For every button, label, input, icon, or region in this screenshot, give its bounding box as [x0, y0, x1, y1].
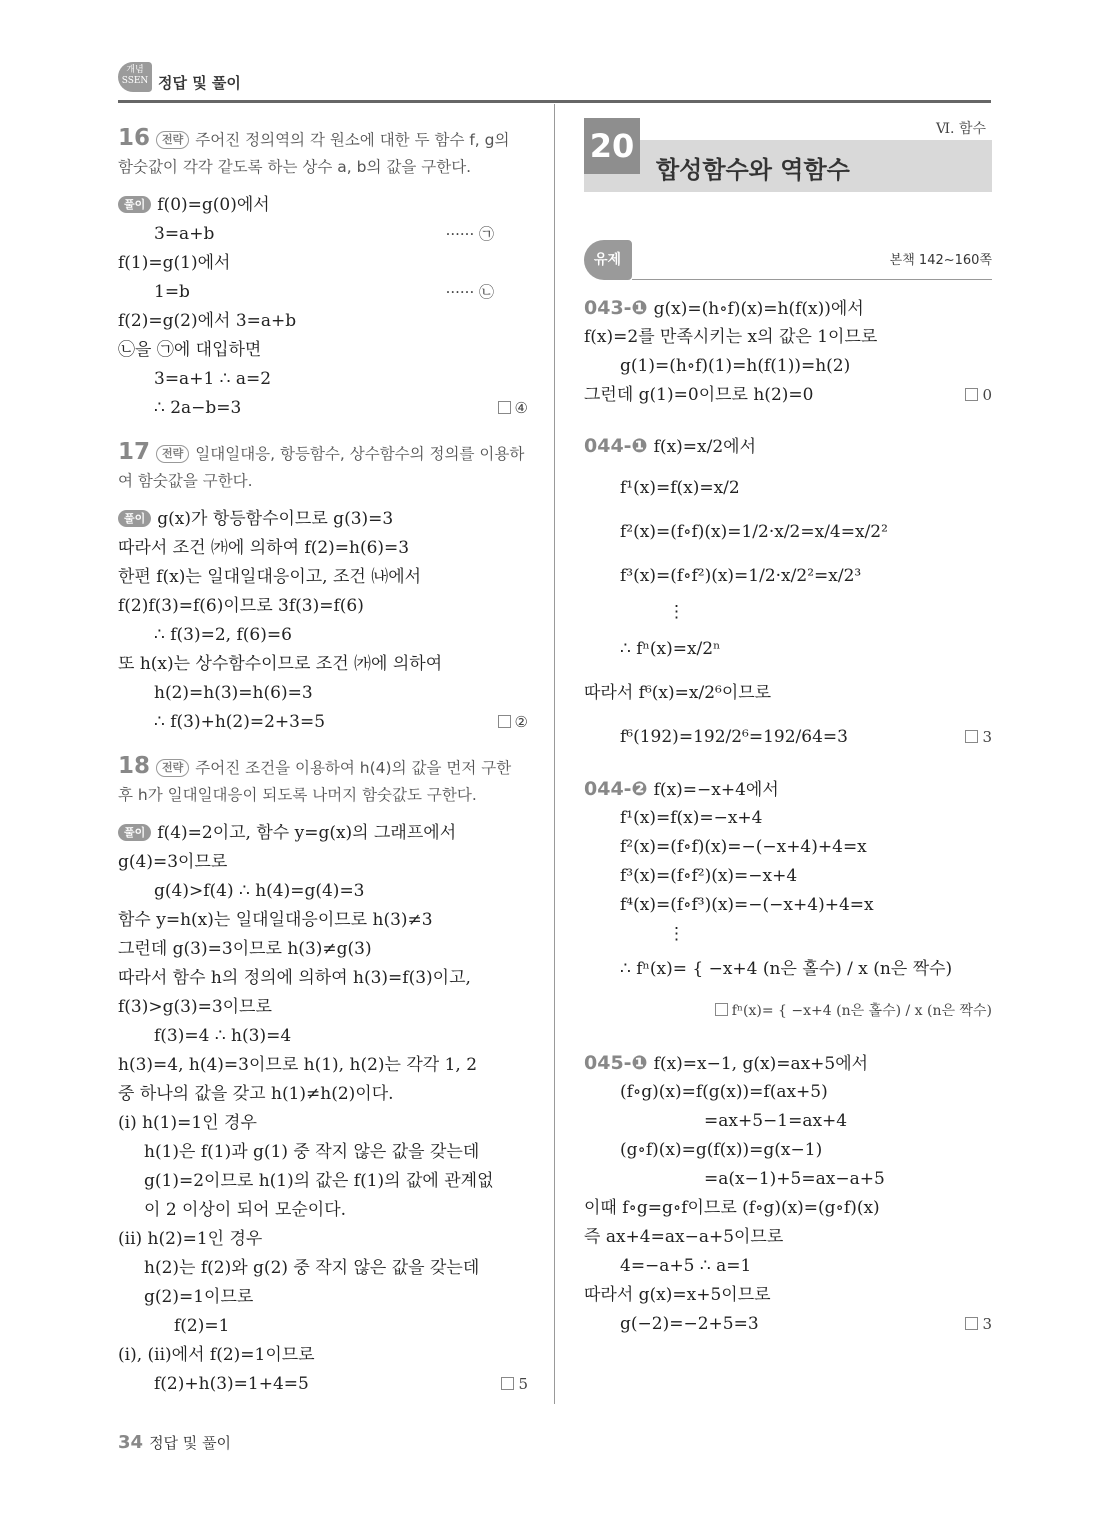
solution-line: [584, 1223, 992, 1252]
problem-number: 043-❶: [584, 297, 648, 319]
equation-mark: ······ ㉡: [445, 283, 494, 301]
section-rule: [632, 279, 992, 280]
solution-text: 한편 f(x)는 일대일대응이고, 조건 ㈏에서: [118, 567, 422, 587]
solution-line: [118, 1167, 528, 1196]
solution-line: [584, 833, 992, 862]
solution-line: [118, 336, 528, 365]
strategy-17: [118, 439, 528, 495]
solution-text: ∴ f(3)+h(2)=2+3=5: [154, 712, 326, 732]
solution-text: f(2)=g(2)에서 3=a+b: [118, 311, 297, 331]
problem-044-2: [584, 775, 992, 1033]
strategy-tag: 전략: [156, 759, 189, 777]
solution-text: f¹(x)=f(x)=x/2: [620, 478, 740, 498]
solution-text: 따라서 f⁶(x)=x/2⁶이므로: [584, 683, 772, 703]
solution-text: g(x)가 항등함수이므로 g(3)=3: [157, 509, 394, 529]
solution-line: [118, 1341, 528, 1370]
solution-line: [584, 1310, 992, 1339]
solution-text: 그런데 g(3)=3이므로 h(3)≠g(3): [118, 939, 372, 959]
solution-line: [118, 1080, 528, 1109]
solution-line: [584, 775, 992, 804]
solution-text: g(4)=3이므로: [118, 852, 228, 872]
solution-line: [584, 352, 992, 381]
chapter-title: 합성함수와 역함수: [656, 156, 850, 184]
solution-line: [584, 627, 992, 671]
solution-line: [584, 381, 992, 410]
logo-bottom-text: SSEN: [121, 76, 149, 86]
strategy-tag: 전략: [156, 131, 189, 149]
problem-18: [118, 753, 528, 1399]
solution-text: f⁴(x)=(f∘f³)(x)=−(−x+4)+4=x: [620, 895, 874, 915]
solution-text: f(x)=2를 만족시키는 x의 값은 1이므로: [584, 327, 878, 347]
solution-line: [584, 1252, 992, 1281]
equation-mark: ······ ㉠: [445, 225, 494, 243]
solution-line: [118, 191, 528, 220]
solution-line: [118, 621, 528, 650]
solution-text: (i) h(1)=1인 경우: [118, 1113, 257, 1133]
solution-text: f¹(x)=f(x)=−x+4: [620, 808, 763, 828]
solution-line: [118, 877, 528, 906]
solution-line: [584, 1078, 992, 1107]
answer: [965, 715, 992, 759]
solution-text: f(x)=x/2에서: [653, 437, 757, 457]
solution-text: f(x)=x−1, g(x)=ax+5에서: [653, 1054, 869, 1074]
solution-text: (i), (ii)에서 f(2)=1이므로: [118, 1345, 315, 1365]
solution-line: [584, 891, 992, 920]
problem-045-1: [584, 1049, 992, 1339]
solution-line: [118, 278, 528, 307]
left-column: [118, 125, 528, 1399]
solution-tag: 풀이: [118, 824, 151, 841]
solution-text: ⋮: [668, 602, 685, 622]
solution-line: [584, 466, 992, 510]
header-title: 정답 및 풀이: [158, 74, 241, 92]
solution-line: [118, 307, 528, 336]
solution-text: (ii) h(2)=1인 경우: [118, 1229, 263, 1249]
solution-text: =ax+5−1=ax+4: [704, 1111, 848, 1131]
answer-value: 3: [982, 728, 992, 746]
section-badge: 유제: [584, 240, 632, 280]
solution-text: 3=a+1 ∴ a=2: [154, 369, 272, 389]
answer-icon: [965, 730, 978, 743]
solution-text: (f∘g)(x)=f(g(x))=f(ax+5): [620, 1082, 828, 1102]
solution-line: [118, 1022, 528, 1051]
solution-line: [118, 563, 528, 592]
solution-line: [118, 1370, 528, 1399]
column-divider: [554, 104, 555, 1404]
problem-number: 045-❶: [584, 1052, 648, 1074]
solution-text: f(2)+h(3)=1+4=5: [154, 1374, 309, 1394]
solution-line: [584, 1107, 992, 1136]
solution-line: [118, 819, 528, 848]
solution-line: [118, 365, 528, 394]
solution-line: [118, 505, 528, 534]
solution-text: g(1)=(h∘f)(1)=h(f(1))=h(2): [620, 356, 851, 376]
solution-text: f²(x)=(f∘f)(x)=1/2·x/2=x/4=x/2²: [620, 522, 888, 542]
solution-text: f³(x)=(f∘f²)(x)=−x+4: [620, 866, 798, 886]
solution-text: ∴ fⁿ(x)=x/2ⁿ: [620, 639, 721, 659]
solution-line: [584, 1136, 992, 1165]
solution-line: [584, 949, 992, 989]
page-reference: 본책 142~160쪽: [889, 253, 992, 268]
chapter-number: 20: [584, 118, 640, 174]
solution-line: [584, 1049, 992, 1078]
solution-text: f(2)f(3)=f(6)이므로 3f(3)=f(6): [118, 596, 364, 616]
solution-line: [118, 964, 528, 993]
answer-icon: [965, 1317, 978, 1330]
answer-value: ②: [514, 713, 528, 731]
answer-icon: [965, 388, 978, 401]
solution-line: [118, 935, 528, 964]
solution-line: [118, 534, 528, 563]
solution-line: [584, 1194, 992, 1223]
solution-line: [584, 426, 992, 466]
page-header: [118, 58, 991, 104]
solution-text: 따라서 함수 h의 정의에 의하여 h(3)=f(3)이고,: [118, 968, 471, 988]
solution-text: 즉 ax+4=ax−a+5이므로: [584, 1227, 784, 1247]
solution-text: f³(x)=(f∘f²)(x)=1/2·x/2²=x/2³: [620, 566, 862, 586]
solution-text: f⁶(192)=192/2⁶=192/64=3: [620, 727, 848, 747]
solution-text: f(3)=4 ∴ h(3)=4: [154, 1026, 292, 1046]
problem-17: [118, 439, 528, 737]
solution-line: [118, 993, 528, 1022]
solution-text: g(x)=(h∘f)(x)=h(f(x))에서: [653, 299, 864, 319]
answer-icon: [498, 401, 511, 414]
page-number: 34: [118, 1432, 144, 1453]
chapter-header: [584, 118, 992, 192]
solution-line: [118, 1225, 528, 1254]
solution-text: g(−2)=−2+5=3: [620, 1314, 759, 1334]
solution-line: [118, 592, 528, 621]
problem-number: 18: [118, 753, 151, 779]
strategy-text: 일대일대응, 항등함수, 상수함수의 정의를 이용하여 함숫값을 구한다.: [118, 445, 525, 490]
solution-line: [584, 294, 992, 323]
solution-line: [584, 671, 992, 715]
strategy-text: 주어진 조건을 이용하여 h(4)의 값을 먼저 구한 후 h가 일대일대응이 되도록 나머지 함숫값도 구한다.: [118, 759, 512, 804]
solution-line: [584, 804, 992, 833]
solution-line: [118, 906, 528, 935]
problem-044-1: [584, 426, 992, 759]
solution-line: [584, 323, 992, 352]
solution-text: f(3)>g(3)=3이므로: [118, 997, 272, 1017]
solution-line: [118, 679, 528, 708]
answer-value: 0: [982, 386, 992, 404]
strategy-18: [118, 753, 528, 809]
solution-text: h(1)은 f(1)과 g(1) 중 작지 않은 값을 갖는데: [144, 1142, 480, 1162]
answer: [715, 989, 992, 1033]
brand-logo: [118, 62, 152, 92]
solution-text: f(0)=g(0)에서: [157, 195, 270, 215]
solution-text: 그런데 g(1)=0이므로 h(2)=0: [584, 385, 814, 405]
solution-text: (g∘f)(x)=g(f(x))=g(x−1): [620, 1140, 823, 1160]
strategy-tag: 전략: [156, 445, 189, 463]
answer-value: 3: [982, 1315, 992, 1333]
answer-icon: [715, 1003, 728, 1016]
solution-text: ⋮: [668, 924, 685, 944]
solution-line: [584, 989, 992, 1033]
unit-label: Ⅵ. 함수: [935, 121, 986, 137]
solution-text: 또 h(x)는 상수함수이므로 조건 ㈎에 의하여: [118, 654, 443, 674]
solution-line: [118, 650, 528, 679]
solution-text: 따라서 조건 ㈎에 의하여 f(2)=h(6)=3: [118, 538, 410, 558]
strategy-16: [118, 125, 528, 181]
problem-number: 044-❷: [584, 778, 648, 800]
answer: [501, 1370, 528, 1399]
solution-line: [584, 510, 992, 554]
page-footer: [118, 1432, 231, 1453]
answer: [498, 394, 528, 423]
solution-line: [584, 598, 992, 627]
solution-line: [584, 1165, 992, 1194]
answer-value: 5: [518, 1375, 528, 1393]
solution-line: [118, 848, 528, 877]
solution-tag: 풀이: [118, 196, 151, 213]
solution-text: =a(x−1)+5=ax−a+5: [704, 1169, 885, 1189]
solution-line: [118, 249, 528, 278]
solution-text: 1=b: [154, 282, 190, 302]
footer-text: 정답 및 풀이: [149, 1434, 232, 1452]
solution-text: g(1)=2이므로 h(1)의 값은 f(1)의 값에 관계없: [144, 1171, 494, 1191]
solution-line: [584, 920, 992, 949]
solution-line: [584, 554, 992, 598]
problem-043-1: [584, 294, 992, 410]
solution-text: f²(x)=(f∘f)(x)=−(−x+4)+4=x: [620, 837, 867, 857]
answer-value: fⁿ(x)= { −x+4 (n은 홀수) / x (n은 짝수): [731, 1003, 992, 1019]
solution-line: [118, 1109, 528, 1138]
solution-text: ㉡을 ㉠에 대입하면: [118, 340, 262, 360]
solution-text: g(2)=1이므로: [144, 1287, 254, 1307]
solution-line: [118, 708, 528, 737]
header-rule: [118, 100, 991, 103]
solution-line: [118, 1283, 528, 1312]
solution-text: 이때 f∘g=g∘f이므로 (f∘g)(x)=(g∘f)(x): [584, 1198, 880, 1218]
solution-line: [118, 394, 528, 423]
solution-tag: 풀이: [118, 510, 151, 527]
solution-line: [118, 1196, 528, 1225]
solution-text: 이 2 이상이 되어 모순이다.: [144, 1200, 347, 1220]
solution-line: [584, 1281, 992, 1310]
solution-text: 3=a+b: [154, 224, 215, 244]
problem-number: 044-❶: [584, 435, 648, 457]
solution-text: f(x)=−x+4에서: [653, 780, 779, 800]
solution-text: ∴ 2a−b=3: [154, 398, 242, 418]
solution-line: [584, 862, 992, 891]
solution-text: 따라서 g(x)=x+5이므로: [584, 1285, 771, 1305]
solution-text: 4=−a+5 ∴ a=1: [620, 1256, 752, 1276]
solution-line: [118, 1312, 528, 1341]
problem-number: 17: [118, 439, 151, 465]
solution-line: [118, 1138, 528, 1167]
solution-text: 함수 y=h(x)는 일대일대응이므로 h(3)≠3: [118, 910, 433, 930]
answer: [965, 1310, 992, 1339]
answer-value: ④: [514, 399, 528, 417]
right-column: [584, 294, 992, 1339]
strategy-text: 주어진 정의역의 각 원소에 대한 두 함수 f, g의 함숫값이 각각 같도록 하는 상수 a, b의 값을 구한다.: [118, 131, 510, 176]
answer-icon: [501, 1377, 514, 1390]
solution-text: h(2)=h(3)=h(6)=3: [154, 683, 313, 703]
logo-top-text: 개념: [126, 65, 144, 75]
problem-16: [118, 125, 528, 423]
solution-text: g(4)>f(4) ∴ h(4)=g(4)=3: [154, 881, 365, 901]
solution-line: [584, 715, 992, 759]
solution-text: ∴ fⁿ(x)= { −x+4 (n은 홀수) / x (n은 짝수): [620, 959, 953, 979]
solution-line: [118, 1254, 528, 1283]
solution-text: ∴ f(3)=2, f(6)=6: [154, 625, 292, 645]
answer: [965, 381, 992, 410]
problem-number: 16: [118, 125, 151, 151]
solution-text: f(1)=g(1)에서: [118, 253, 231, 273]
answer-icon: [498, 715, 511, 728]
solution-text: f(4)=2이고, 함수 y=g(x)의 그래프에서: [157, 823, 457, 843]
solution-line: [118, 220, 528, 249]
solution-text: 중 하나의 값을 갖고 h(1)≠h(2)이다.: [118, 1084, 394, 1104]
solution-text: f(2)=1: [174, 1316, 230, 1336]
solution-text: h(3)=4, h(4)=3이므로 h(1), h(2)는 각각 1, 2: [118, 1055, 478, 1075]
solution-text: h(2)는 f(2)와 g(2) 중 작지 않은 값을 갖는데: [144, 1258, 480, 1278]
solution-line: [118, 1051, 528, 1080]
answer: [498, 708, 528, 737]
